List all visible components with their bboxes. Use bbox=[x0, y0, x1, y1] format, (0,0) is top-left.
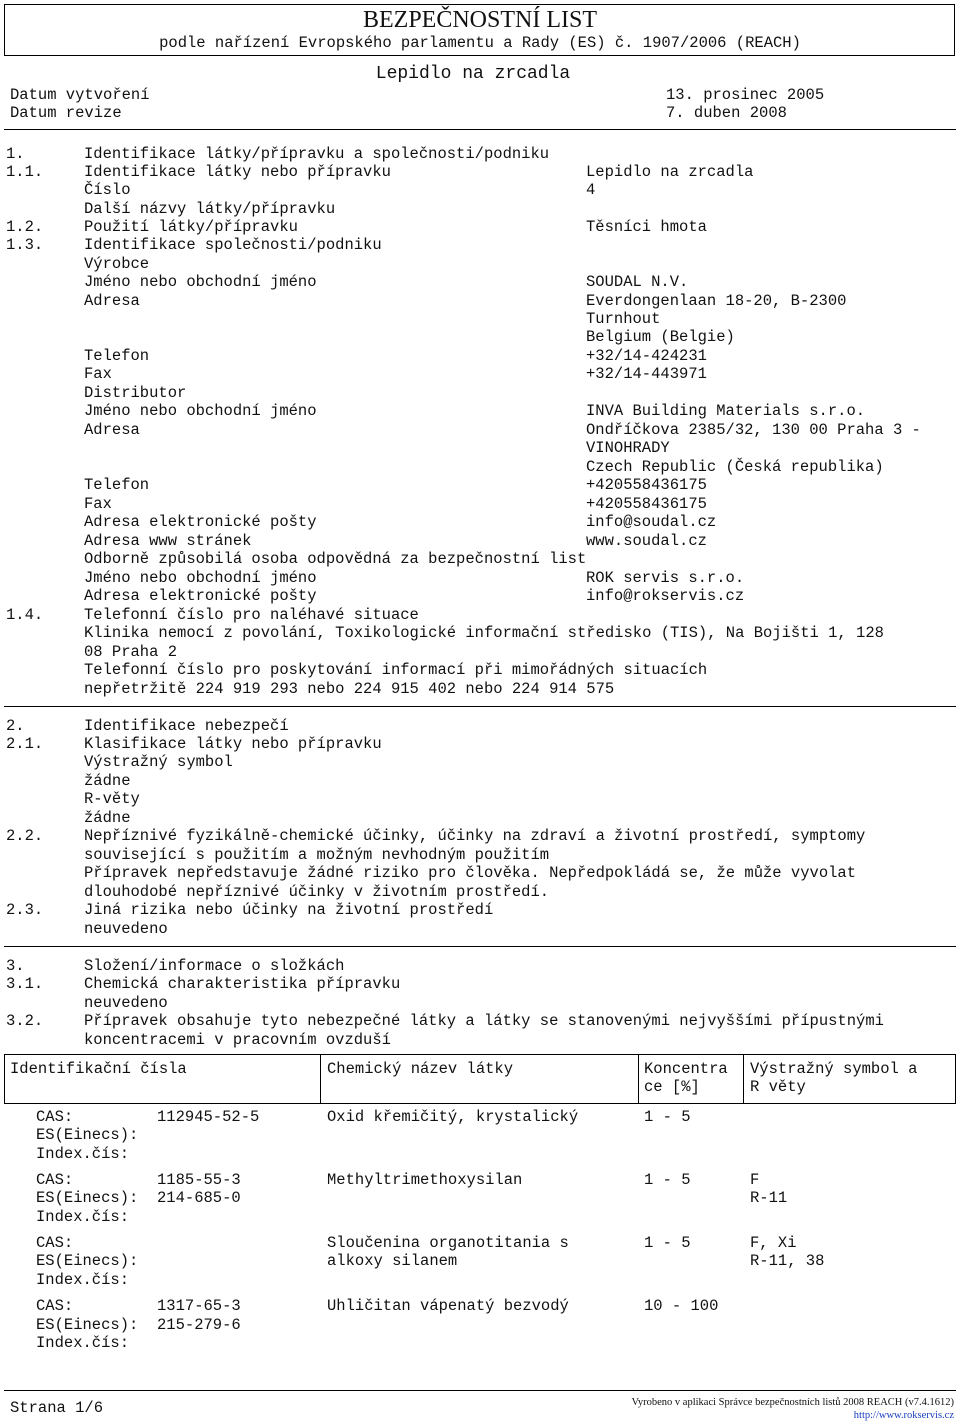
manufacturer-phone-value: +32/14-424231 bbox=[586, 347, 707, 365]
distributor-email-value: info@soudal.cz bbox=[586, 513, 717, 531]
section-2-3-number: 2.3. bbox=[6, 901, 44, 919]
chemical-name: Uhličitan vápenatý bezvodý bbox=[327, 1297, 569, 1315]
distributor-address-label: Adresa bbox=[84, 421, 140, 439]
cas-label: CAS: bbox=[36, 1108, 74, 1126]
section-2-divider bbox=[4, 946, 956, 947]
index-label: Index.čís: bbox=[36, 1334, 130, 1352]
cas-value: 1317-65-3 bbox=[157, 1297, 241, 1315]
document-title: BEZPEČNOSTNÍ LIST bbox=[363, 7, 597, 33]
distributor-www-value: www.soudal.cz bbox=[586, 532, 707, 550]
chemical-name-line1: Sloučenina organotitania s bbox=[327, 1234, 569, 1252]
section-3-2-title-line1: Přípravek obsahuje tyto nebezpečné látky a látky se stanovenými nejvyššími přípustnými bbox=[84, 1012, 884, 1030]
concentration: 1 - 5 bbox=[644, 1171, 691, 1189]
hazard-symbol-label: Výstražný symbol bbox=[84, 753, 233, 771]
manufacturer-address-line1: Everdongenlaan 18-20, B-2300 bbox=[586, 292, 847, 310]
section-1-3-title: Identifikace společnosti/podniku bbox=[84, 236, 382, 254]
revised-label: Datum revize bbox=[10, 104, 122, 122]
section-1-1-title: Identifikace látky nebo přípravku bbox=[84, 163, 391, 181]
manufacturer-address-label: Adresa bbox=[84, 292, 140, 310]
footer-link[interactable]: http://www.rokservis.cz bbox=[853, 1410, 954, 1421]
distributor-name-value: INVA Building Materials s.r.o. bbox=[586, 402, 866, 420]
r-phrases-label: R-věty bbox=[84, 790, 140, 808]
distributor-www-label: Adresa www stránek bbox=[84, 532, 252, 550]
page-number: Strana 1/6 bbox=[10, 1399, 104, 1417]
emergency-clinic-line1: Klinika nemocí z povolání, Toxikologické informační středisko (TIS), Na Bojišti 1, 128 bbox=[84, 624, 884, 642]
section-2-2-title-line2: související s použitím a možným nevhodným použitím bbox=[84, 846, 550, 864]
manufacturer-phone-label: Telefon bbox=[84, 347, 150, 365]
table-right-border bbox=[955, 1054, 956, 1104]
header-divider bbox=[4, 129, 956, 130]
cas-label: CAS: bbox=[36, 1171, 74, 1189]
section-2-2-title-line1: Nepříznivé fyzikálně-chemické účinky, účinky na zdraví a životní prostředí, symptomy bbox=[84, 827, 866, 845]
section-1-1-number: 1.1. bbox=[6, 163, 44, 181]
section-3-number: 3. bbox=[6, 957, 25, 975]
created-label: Datum vytvoření bbox=[10, 86, 150, 104]
section-3-1-value: neuvedeno bbox=[84, 994, 168, 1012]
cas-label: CAS: bbox=[36, 1297, 74, 1315]
table-col-divider-3 bbox=[743, 1054, 744, 1104]
index-label: Index.čís: bbox=[36, 1271, 130, 1289]
emergency-clinic-line2: 08 Praha 2 bbox=[84, 643, 178, 661]
product-identifier: Lepidlo na zrcadla bbox=[586, 163, 754, 181]
responsible-email-value: info@rokservis.cz bbox=[586, 587, 745, 605]
index-label: Index.čís: bbox=[36, 1145, 130, 1163]
distributor-fax-label: Fax bbox=[84, 495, 112, 513]
chemical-name-line2: alkoxy silanem bbox=[327, 1252, 458, 1270]
r-phrases: R-11, 38 bbox=[750, 1252, 825, 1270]
chemical-name: Oxid křemičitý, krystalický bbox=[327, 1108, 579, 1126]
table-top-border bbox=[4, 1054, 956, 1055]
r-phrases-value: žádne bbox=[84, 809, 131, 827]
cas-label: CAS: bbox=[36, 1234, 74, 1252]
distributor-fax-value: +420558436175 bbox=[586, 495, 707, 513]
distributor-address-line3: Czech Republic (Česká republika) bbox=[586, 458, 884, 476]
section-2-number: 2. bbox=[6, 717, 25, 735]
section-3-title: Složení/informace o složkách bbox=[84, 957, 345, 975]
manufacturer-fax-label: Fax bbox=[84, 365, 112, 383]
number-label: Číslo bbox=[84, 181, 131, 199]
hazard-symbol: F bbox=[750, 1171, 760, 1189]
section-2-title: Identifikace nebezpečí bbox=[84, 717, 289, 735]
es-label: ES(Einecs): bbox=[36, 1126, 139, 1144]
section-1-2-title: Použití látky/přípravku bbox=[84, 218, 298, 236]
section-3-2-number: 3.2. bbox=[6, 1012, 44, 1030]
table-col-divider-2 bbox=[638, 1054, 639, 1104]
header-identifiers: Identifikační čísla bbox=[10, 1060, 187, 1078]
es-value: 215-279-6 bbox=[157, 1316, 241, 1334]
manufacturer-fax-value: +32/14-443971 bbox=[586, 365, 707, 383]
table-left-border bbox=[4, 1054, 5, 1104]
emergency-info-heading: Telefonní číslo pro poskytování informací při mimořádných situacích bbox=[84, 661, 708, 679]
distributor-address-line1: Ondříčkova 2385/32, 130 00 Praha 3 - bbox=[586, 421, 921, 439]
section-2-2-text-line2: dlouhodobé nepříznivé účinky v životním prostředí. bbox=[84, 883, 550, 901]
distributor-phone-value: +420558436175 bbox=[586, 476, 707, 494]
index-label: Index.čís: bbox=[36, 1208, 130, 1226]
section-2-3-title: Jiná rizika nebo účinky na životní prostředí bbox=[84, 901, 494, 919]
manufacturer-address-line2: Turnhout bbox=[586, 310, 661, 328]
revised-value: 7. duben 2008 bbox=[666, 104, 787, 122]
es-label: ES(Einecs): bbox=[36, 1316, 139, 1334]
header-symbol-line2: R věty bbox=[750, 1078, 806, 1096]
responsible-person-heading: Odborně způsobilá osoba odpovědná za bezpečnostní list bbox=[84, 550, 587, 568]
section-1-number: 1. bbox=[6, 145, 25, 163]
distributor-phone-label: Telefon bbox=[84, 476, 150, 494]
distributor-name-label: Jméno nebo obchodní jméno bbox=[84, 402, 317, 420]
responsible-name-label: Jméno nebo obchodní jméno bbox=[84, 569, 317, 587]
responsible-email-label: Adresa elektronické pošty bbox=[84, 587, 317, 605]
es-label: ES(Einecs): bbox=[36, 1252, 139, 1270]
section-3-1-number: 3.1. bbox=[6, 975, 44, 993]
cas-value: 1185-55-3 bbox=[157, 1171, 241, 1189]
section-1-divider bbox=[4, 706, 956, 707]
created-value: 13. prosinec 2005 bbox=[666, 86, 825, 104]
footer-divider bbox=[4, 1390, 956, 1391]
section-2-2-text-line1: Přípravek nepředstavuje žádné riziko pro člověka. Nepředpokládá se, že může vyvolat bbox=[84, 864, 857, 882]
section-1-2-number: 1.2. bbox=[6, 218, 44, 236]
responsible-name-value: ROK servis s.r.o. bbox=[586, 569, 745, 587]
generator-note: Vyrobeno v aplikaci Správce bezpečnostních listů 2008 REACH (v7.4.1612) bbox=[631, 1397, 954, 1408]
manufacturer-name-value: SOUDAL N.V. bbox=[586, 273, 689, 291]
section-3-1-title: Chemická charakteristika přípravku bbox=[84, 975, 401, 993]
hazard-symbol: F, Xi bbox=[750, 1234, 797, 1252]
es-label: ES(Einecs): bbox=[36, 1189, 139, 1207]
r-phrases: R-11 bbox=[750, 1189, 788, 1207]
distributor-heading: Distributor bbox=[84, 384, 187, 402]
section-1-3-number: 1.3. bbox=[6, 236, 44, 254]
manufacturer-name-label: Jméno nebo obchodní jméno bbox=[84, 273, 317, 291]
section-2-3-value: neuvedeno bbox=[84, 920, 168, 938]
concentration: 1 - 5 bbox=[644, 1108, 691, 1126]
concentration: 1 - 5 bbox=[644, 1234, 691, 1252]
usage-value: Těsníci hmota bbox=[586, 218, 707, 236]
distributor-address-line2: VINOHRADY bbox=[586, 439, 670, 457]
concentration: 10 - 100 bbox=[644, 1297, 719, 1315]
section-2-2-number: 2.2. bbox=[6, 827, 44, 845]
other-names-label: Další názvy látky/přípravku bbox=[84, 200, 336, 218]
document-subtitle: podle nařízení Evropského parlamentu a Rady (ES) č. 1907/2006 (REACH) bbox=[159, 34, 801, 52]
section-1-4-number: 1.4. bbox=[6, 606, 44, 624]
header-concentration-line1: Koncentra bbox=[644, 1060, 728, 1078]
manufacturer-address-line3: Belgium (Belgie) bbox=[586, 328, 735, 346]
number-value: 4 bbox=[586, 181, 596, 199]
emergency-phone-numbers: nepřetržitě 224 919 293 nebo 224 915 402 nebo 224 914 575 bbox=[84, 680, 615, 698]
section-2-1-number: 2.1. bbox=[6, 735, 44, 753]
header-concentration-line2: ce [%] bbox=[644, 1078, 700, 1096]
chemical-name: Methyltrimethoxysilan bbox=[327, 1171, 523, 1189]
header-chemical-name: Chemický název látky bbox=[327, 1060, 514, 1078]
section-2-1-title: Klasifikace látky nebo přípravku bbox=[84, 735, 382, 753]
manufacturer-heading: Výrobce bbox=[84, 255, 150, 273]
table-header-bottom-border bbox=[4, 1103, 956, 1104]
product-name: Lepidlo na zrcadla bbox=[375, 64, 571, 84]
header-symbol-line1: Výstražný symbol a bbox=[750, 1060, 918, 1078]
hazard-symbol-value: žádne bbox=[84, 772, 131, 790]
es-value: 214-685-0 bbox=[157, 1189, 241, 1207]
distributor-email-label: Adresa elektronické pošty bbox=[84, 513, 317, 531]
section-1-4-title: Telefonní číslo pro naléhavé situace bbox=[84, 606, 419, 624]
cas-value: 112945-52-5 bbox=[157, 1108, 260, 1126]
section-3-2-title-line2: koncentracemi v pracovním ovzduší bbox=[84, 1031, 391, 1049]
section-1-title: Identifikace látky/přípravku a společnosti/podniku bbox=[84, 145, 550, 163]
table-col-divider-1 bbox=[320, 1054, 321, 1104]
